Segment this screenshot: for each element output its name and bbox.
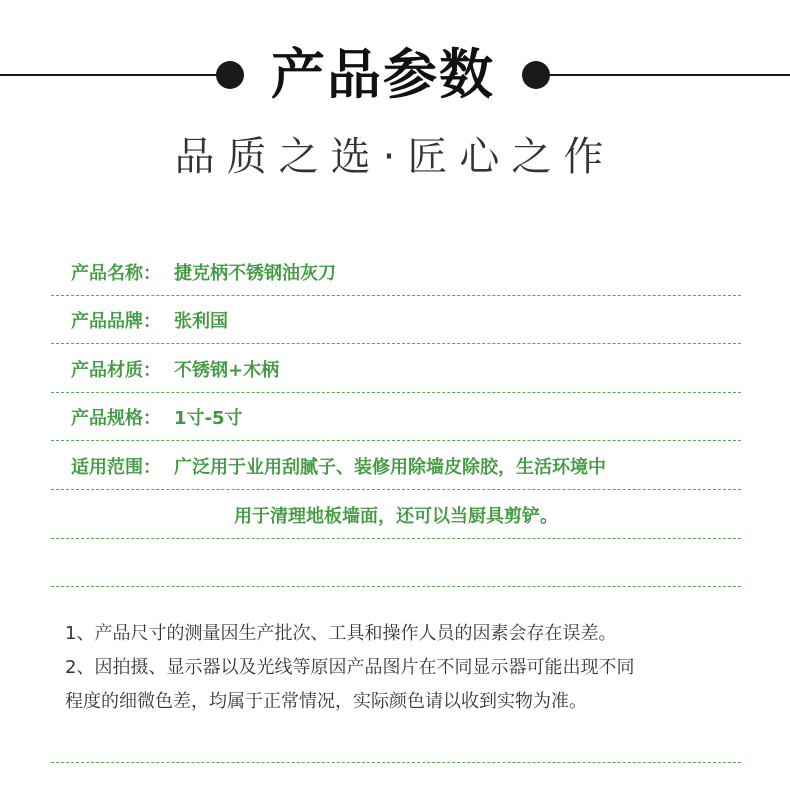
spec-row-usage [51,442,741,490]
title-row [0,40,790,110]
spec-value: 张利国 [174,311,228,332]
page-subtitle: 品质之选·匠心之作 [174,134,616,180]
spec-label: 产品品牌： [71,311,161,332]
spec-value: 1寸-5寸 [174,408,243,429]
spec-value: 捷克柄不锈钢油灰刀 [174,263,336,284]
spec-label: 产品名称： [71,263,161,284]
spec-row-name [51,248,741,296]
note-line: 2、因拍摄、显示器以及光线等原因产品图片在不同显示器可能出现不同 [65,657,635,678]
title-right-dot [522,61,550,89]
spec-row-material [51,345,741,393]
spec-value: 广泛用于业用刮腻子、装修用除墙皮除胶，生活环境中 [174,457,606,478]
spec-row-brand [51,296,741,344]
note-line: 程度的细微色差，均属于正常情况，实际颜色请以收到实物为准。 [65,691,587,712]
spec-value: 不锈钢+木柄 [174,360,280,381]
spec-row-empty [51,539,741,587]
spec-row-usage-continued [51,491,741,539]
title-left-dot [216,61,244,89]
page-title: 产品参数 [271,43,495,106]
notes-block [65,617,745,719]
spec-value: 用于清理地板墙面，还可以当厨具剪铲。 [234,506,558,527]
spec-label: 产品规格： [71,408,161,429]
title-left-line [0,74,222,76]
title-right-line [548,74,790,76]
bottom-divider [51,762,741,763]
spec-label: 适用范围： [71,457,161,478]
spec-row-size [51,393,741,441]
spec-label: 产品材质： [71,360,161,381]
note-line: 1、产品尺寸的测量因生产批次、工具和操作人员的因素会存在误差。 [65,623,617,644]
